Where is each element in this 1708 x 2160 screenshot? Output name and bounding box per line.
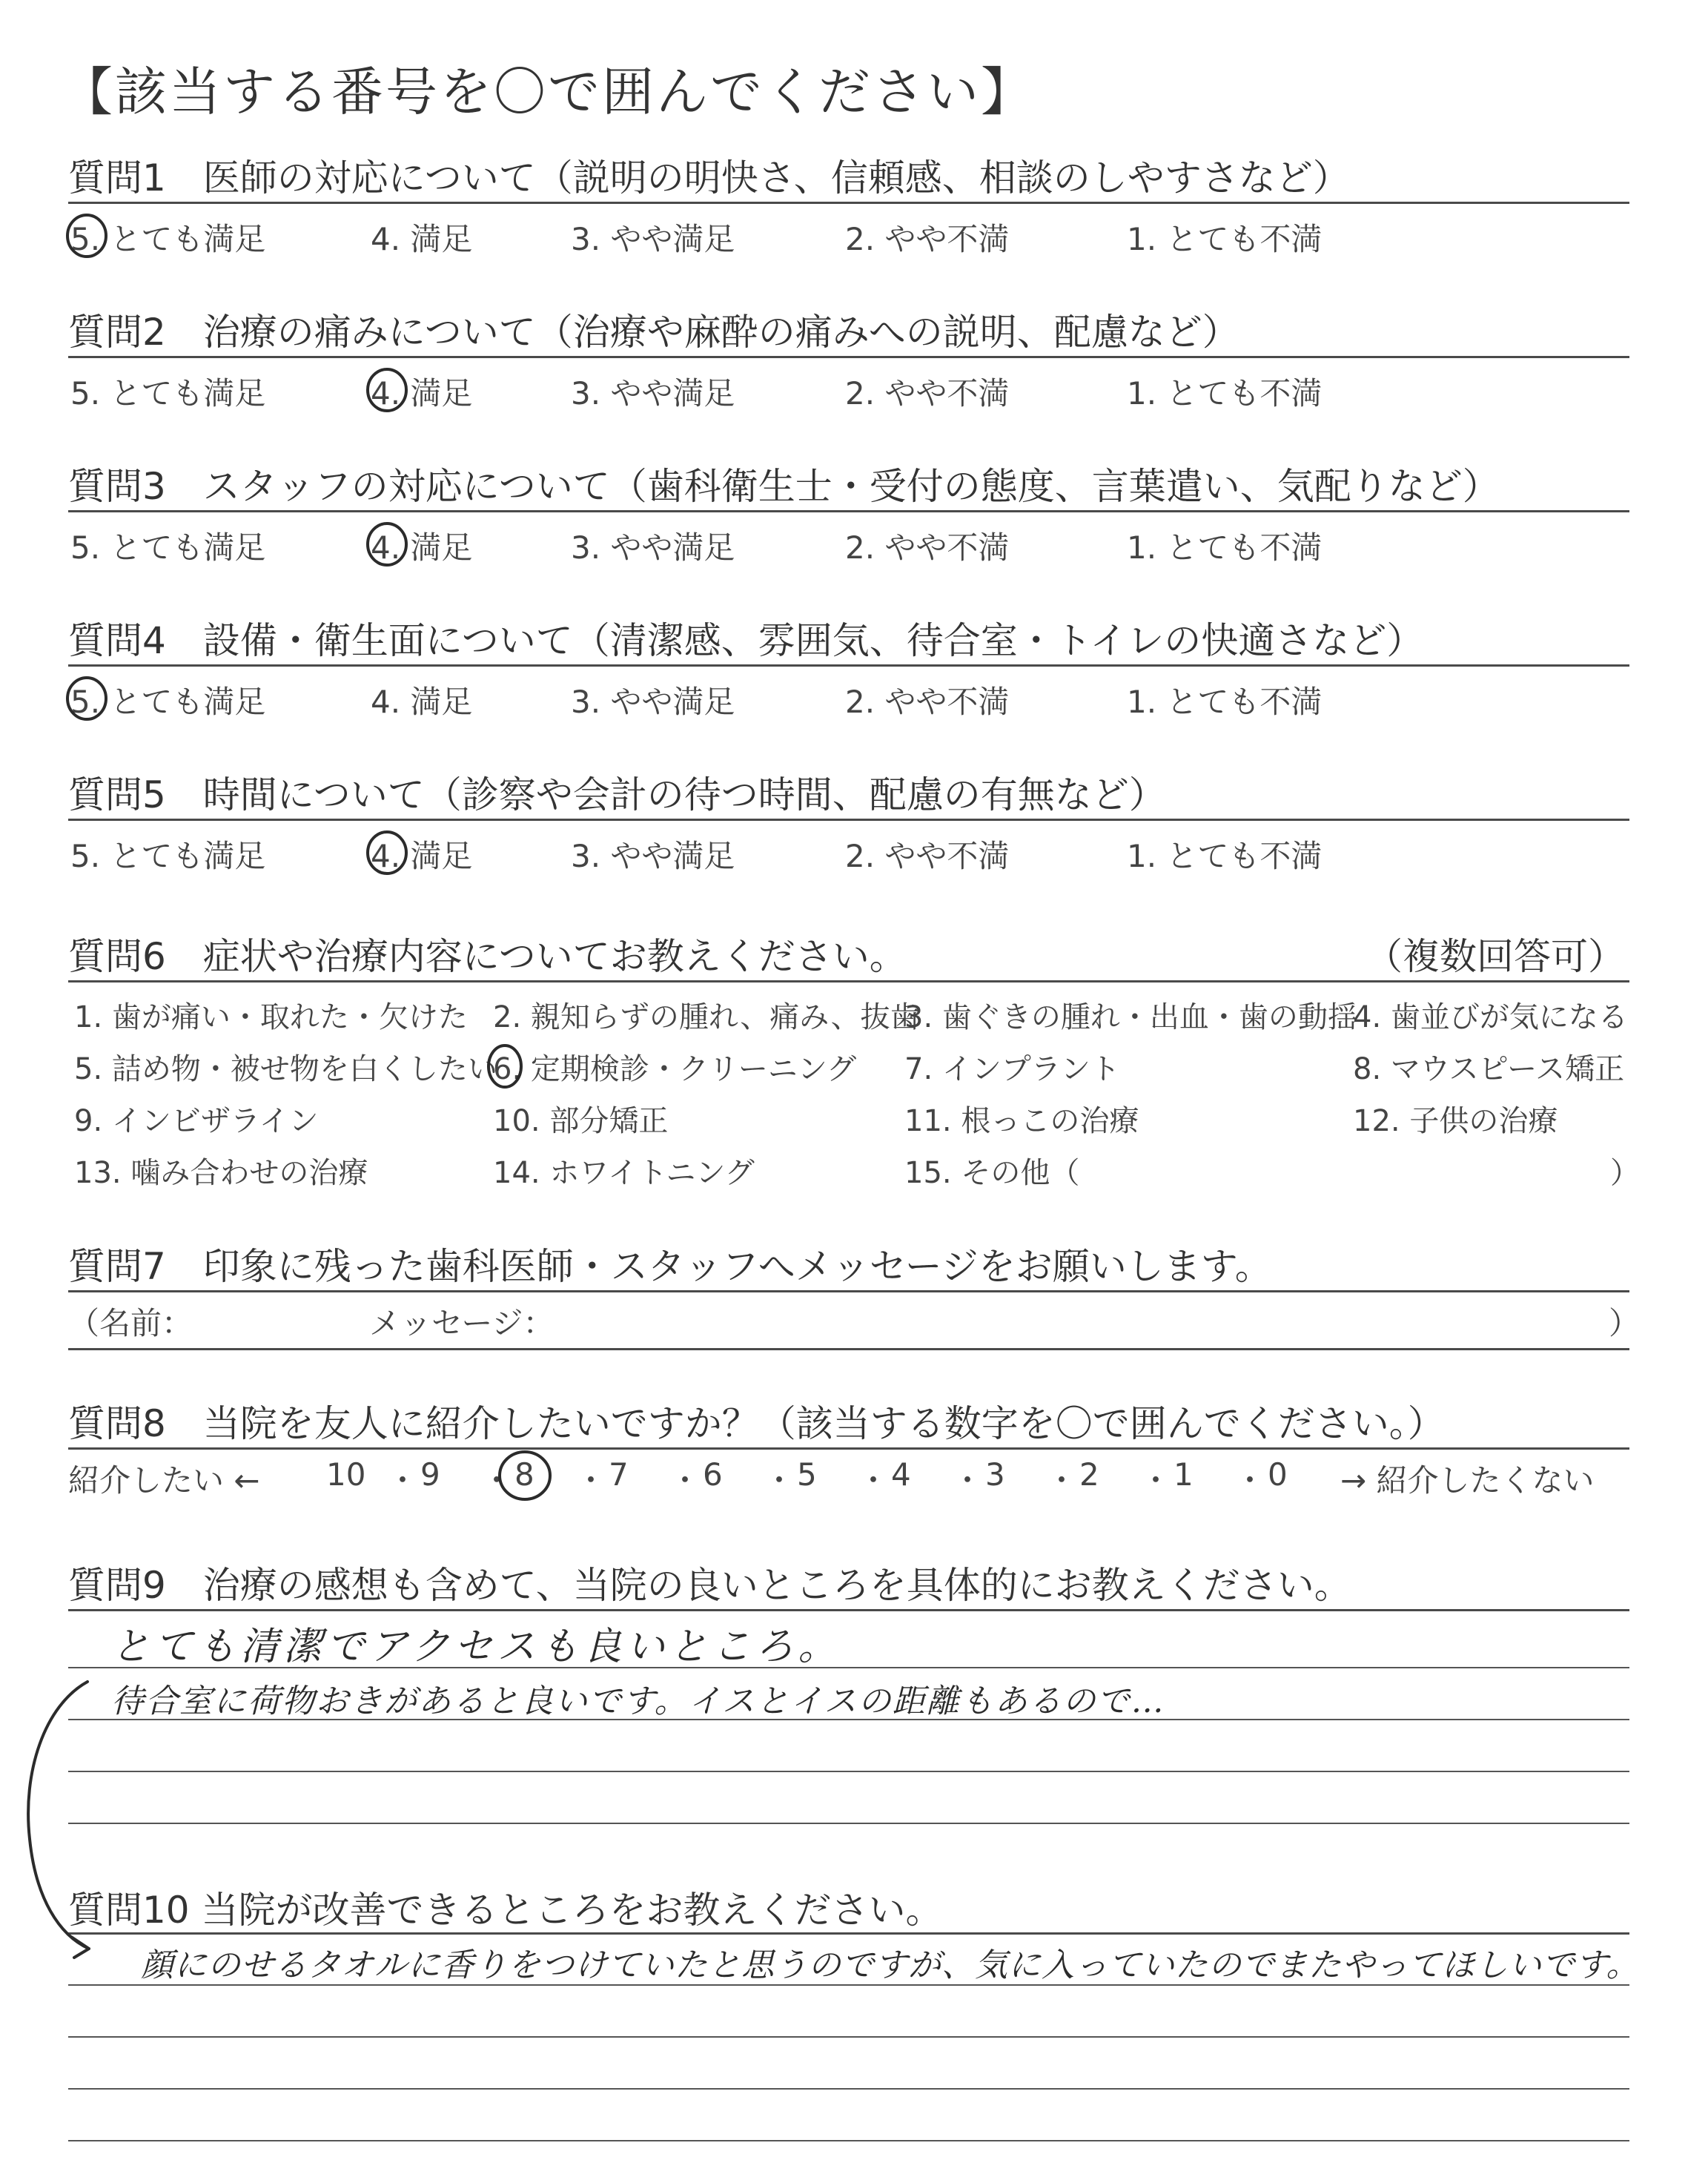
- q8-separator: ・: [1046, 1462, 1078, 1499]
- q1-title: 質問1 医師の対応について（説明の明快さ、信頼感、相談のしやすさなど）: [68, 156, 1350, 199]
- q5-option-4[interactable]: 4. 満足: [371, 838, 473, 874]
- q6-option-10[interactable]: 10. 部分矯正: [493, 1104, 669, 1138]
- q4-option-4[interactable]: 4. 満足: [371, 684, 473, 720]
- q2-title: 質問2 治療の痛みについて（治療や麻酔の痛みへの説明、配慮など）: [68, 311, 1239, 354]
- q9-title: 質問9 治療の感想も含めて、当院の良いところを具体的にお教えください。: [68, 1564, 1351, 1607]
- q5-answer-circle: [368, 832, 406, 873]
- q3-option-2[interactable]: 2. やや不満: [845, 529, 1010, 566]
- q8-separator: ・: [952, 1462, 984, 1499]
- q1-option-3[interactable]: 3. やや満足: [571, 221, 735, 257]
- q8-separator: ・: [1234, 1462, 1266, 1499]
- q3-title: 質問3 スタッフの対応について（歯科衛生士・受付の態度、言葉遣い、気配りなど）: [68, 465, 1500, 508]
- q3-answer-circle: [368, 524, 406, 565]
- handwritten-arrow: [28, 1682, 89, 1958]
- q8-left-label: 紹介したい ←: [68, 1462, 260, 1499]
- q1-answer-circle: [67, 215, 106, 257]
- q6-option-3[interactable]: 3. 歯ぐきの腫れ・出血・歯の動揺: [904, 1000, 1357, 1034]
- q6-option-14[interactable]: 14. ホワイトニング: [493, 1156, 755, 1190]
- q2-option-2[interactable]: 2. やや不満: [845, 375, 1010, 412]
- q7-close-paren: ）: [1609, 1305, 1641, 1341]
- q8-scale-10[interactable]: 10: [326, 1456, 366, 1493]
- q8-right-label: → 紹介したくない: [1340, 1462, 1595, 1499]
- q1-option-4[interactable]: 4. 満足: [371, 221, 473, 257]
- q7-title: 質問7 印象に残った歯科医師・スタッフへメッセージをお願いします。: [68, 1245, 1272, 1288]
- q4-option-2[interactable]: 2. やや不満: [845, 684, 1010, 720]
- q5-option-5[interactable]: 5. とても満足: [70, 838, 266, 874]
- q8-title: 質問8 当院を友人に紹介したいですか？（該当する数字を〇で囲んでください。）: [68, 1402, 1445, 1445]
- q6-note: （複数回答可）: [1366, 935, 1625, 978]
- q4-answer-circle: [67, 678, 106, 719]
- q6-option-4[interactable]: 4. 歯並びが気になる: [1353, 1000, 1628, 1034]
- q6-selected-circle: [489, 1046, 521, 1087]
- q8-scale-3[interactable]: 3: [985, 1456, 1005, 1493]
- q6-option-15[interactable]: 15. その他（: [904, 1156, 1080, 1190]
- q6-option-1[interactable]: 1. 歯が痛い・取れた・欠けた: [74, 1000, 468, 1034]
- q6-option-5[interactable]: 5. 詰め物・被せ物を白くしたい: [74, 1052, 497, 1086]
- q1-option-2[interactable]: 2. やや不満: [845, 221, 1010, 257]
- q3-option-1[interactable]: 1. とても不満: [1127, 529, 1323, 566]
- q5-option-2[interactable]: 2. やや不満: [845, 838, 1010, 874]
- q4-title: 質問4 設備・衛生面について（清潔感、雰囲気、待合室・トイレの快適さなど）: [68, 619, 1424, 662]
- q8-separator: ・: [575, 1462, 607, 1499]
- q8-scale-4[interactable]: 4: [891, 1456, 911, 1493]
- q4-option-1[interactable]: 1. とても不満: [1127, 684, 1323, 720]
- q10-handwriting-1: 顔にのせるタオルに香りをつけていたと思うのですが、気に入っていたのでまたやってほしいです。: [141, 1946, 1640, 1984]
- q8-scale-5[interactable]: 5: [797, 1456, 817, 1493]
- q6-option-12[interactable]: 12. 子供の治療: [1353, 1104, 1558, 1138]
- q6-option-8[interactable]: 8. マウスピース矯正: [1353, 1052, 1625, 1086]
- q4-option-5[interactable]: 5. とても満足: [70, 684, 266, 720]
- q8-separator: ・: [387, 1462, 419, 1499]
- q6-option-13[interactable]: 13. 噛み合わせの治療: [74, 1156, 368, 1190]
- q9-handwriting-1: とても清潔でアクセスも良いところ。: [111, 1625, 841, 1669]
- q3-option-4[interactable]: 4. 満足: [371, 529, 473, 566]
- q6-title: 質問6 症状や治療内容についてお教えください。: [68, 935, 907, 978]
- q8-separator: ・: [481, 1462, 513, 1499]
- q8-scale-2[interactable]: 2: [1079, 1456, 1099, 1493]
- q8-scale-1[interactable]: 1: [1174, 1456, 1194, 1493]
- q8-separator: ・: [858, 1462, 890, 1499]
- q8-separator: ・: [669, 1462, 701, 1499]
- q8-answer-circle: [500, 1452, 550, 1499]
- q5-option-3[interactable]: 3. やや満足: [571, 838, 735, 874]
- form-header: 【該当する番号を〇で囲んでください】: [61, 62, 1035, 122]
- q6-option-9[interactable]: 9. インビザライン: [74, 1104, 319, 1138]
- q8-scale-7[interactable]: 7: [609, 1456, 629, 1493]
- q6-option-2[interactable]: 2. 親知らずの腫れ、痛み、抜歯: [493, 1000, 920, 1034]
- q8-separator: ・: [1140, 1462, 1172, 1499]
- q2-answer-circle: [368, 369, 406, 411]
- q7-name-label: （名前：: [68, 1305, 193, 1341]
- q8-scale-0[interactable]: 0: [1268, 1456, 1288, 1493]
- q8-separator: ・: [764, 1462, 795, 1499]
- q8-scale-6[interactable]: 6: [703, 1456, 723, 1493]
- q2-option-1[interactable]: 1. とても不満: [1127, 375, 1323, 412]
- q6-option-7[interactable]: 7. インプラント: [904, 1052, 1120, 1086]
- q6-option-11[interactable]: 11. 根っこの治療: [904, 1104, 1139, 1138]
- q1-option-1[interactable]: 1. とても不満: [1127, 221, 1323, 257]
- q5-option-1[interactable]: 1. とても不満: [1127, 838, 1323, 874]
- q1-option-5[interactable]: 5. とても満足: [70, 221, 266, 257]
- q9-handwriting-2: 待合室に荷物おきがあると良いです。イスとイスの距離もあるので…: [111, 1682, 1165, 1720]
- q4-option-3[interactable]: 3. やや満足: [571, 684, 735, 720]
- q7-message-label: メッセージ：: [369, 1305, 555, 1341]
- q8-scale-8[interactable]: 8: [514, 1456, 534, 1493]
- q2-option-3[interactable]: 3. やや満足: [571, 375, 735, 412]
- q3-option-3[interactable]: 3. やや満足: [571, 529, 735, 566]
- q6-option-6[interactable]: 6. 定期検診・クリーニング: [493, 1052, 857, 1086]
- q8-scale-9[interactable]: 9: [420, 1456, 440, 1493]
- q10-title: 質問10 当院が改善できるところをお教えください。: [68, 1889, 943, 1932]
- q3-option-5[interactable]: 5. とても満足: [70, 529, 266, 566]
- q2-option-4[interactable]: 4. 満足: [371, 375, 473, 412]
- q2-option-5[interactable]: 5. とても満足: [70, 375, 266, 412]
- q5-title: 質問5 時間について（診察や会計の待つ時間、配慮の有無など）: [68, 773, 1166, 816]
- q6-other-close: ）: [1610, 1156, 1640, 1190]
